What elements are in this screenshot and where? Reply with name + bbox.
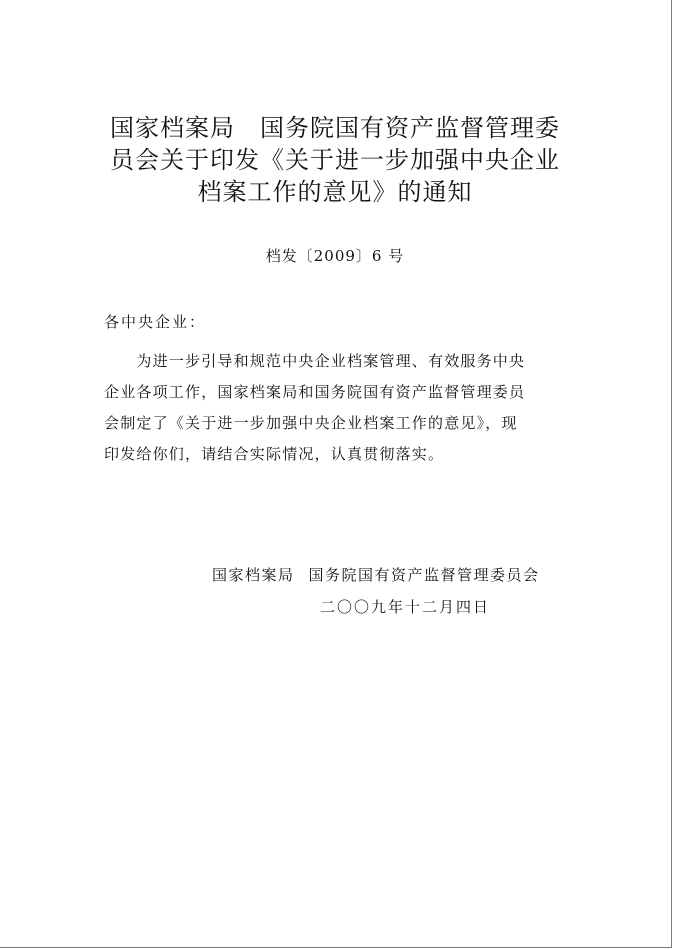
issuer-name: 国务院国有资产监督管理委员会: [308, 566, 540, 584]
title-line: 员会关于印发《关于进一步加强中央企业: [110, 146, 560, 174]
issuer-name: 国家档案局: [212, 566, 295, 584]
body-line: 印发给你们，请结合实际情况，认真贯彻落实。: [104, 445, 445, 463]
body-line: 企业各项工作，国家档案局和国务院国有资产监督管理委员: [104, 383, 526, 401]
signature-date: 二〇〇九年十二月四日: [320, 598, 491, 616]
page-border-bottom: [0, 947, 672, 948]
body-line: 会制定了《关于进一步加强中央企业档案工作的意见》，现: [104, 414, 518, 432]
body-line: 为进一步引导和规范中央企业档案管理、有效服务中央: [104, 352, 526, 370]
title-line: 国家档案局 国务院国有资产监督管理委: [110, 114, 560, 142]
page-border-right: [671, 0, 672, 947]
salutation: 各中央企业：: [104, 313, 207, 331]
document-title: [100, 112, 570, 208]
body-paragraph: [104, 346, 574, 470]
document-number: 档发〔2009〕6 号: [265, 247, 405, 265]
signature-issuers: [212, 565, 540, 585]
title-line: 档案工作的意见》的通知: [197, 178, 473, 206]
